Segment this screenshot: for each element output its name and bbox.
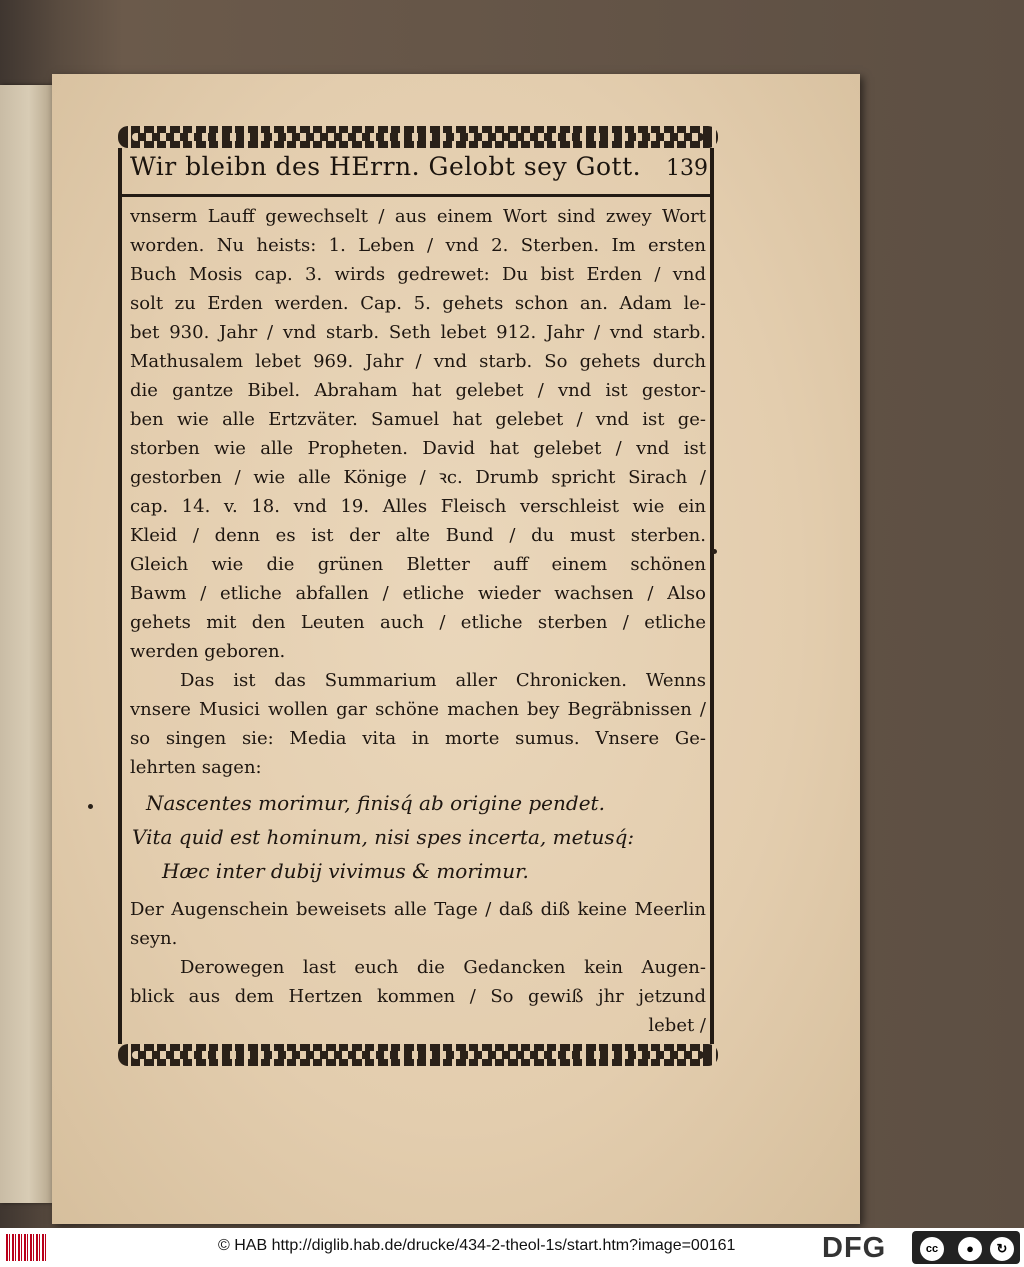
cc-icon: cc	[918, 1235, 946, 1263]
text-line: Das ist das Summarium aller Chronicken. Wenns	[180, 670, 706, 691]
left-frame-rule	[118, 148, 122, 1044]
text-line: Der Augenschein beweisets alle Tage / daß diß keine Meerlin	[130, 899, 706, 920]
top-ornament-border	[118, 126, 718, 148]
text-line: cap. 14. v. 18. vnd 19. Alles Fleisch verschleist wie ein	[130, 496, 706, 517]
text-line: vnsere Musici wollen gar schöne machen bey Begräbnissen /	[130, 699, 706, 720]
text-line: solt zu Erden werden. Cap. 5. gehets schon an. Adam le-	[130, 293, 706, 314]
cc-license-badge[interactable]	[912, 1231, 1020, 1264]
by-person-icon: ●	[956, 1235, 984, 1263]
ink-speck	[712, 549, 717, 554]
text-line: Gleich wie die grünen Bletter auff einem schönen	[130, 554, 706, 575]
text-line: Bawm / etliche abfallen / etliche wieder wachsen / Also	[130, 583, 706, 604]
sa-share-icon: ↻	[988, 1235, 1016, 1263]
book-page	[52, 74, 860, 1224]
text-line: vnserm Lauff gewechselt / aus einem Wort sind zwey Wort	[130, 206, 706, 227]
hab-logo-icon	[6, 1234, 48, 1261]
text-line: worden. Nu heists: 1. Leben / vnd 2. Sterben. Im ersten	[130, 235, 706, 256]
previous-page-edge	[0, 85, 52, 1203]
text-line: ben wie alle Ertzväter. Samuel hat gelebet / vnd ist ge-	[130, 409, 706, 430]
latin-verse-line: Nascentes morimur, finisq́ ab origine pendet.	[146, 791, 605, 815]
text-line: lehrten sagen:	[130, 757, 262, 778]
text-line: Kleid / denn es ist der alte Bund / du must sterben.	[130, 525, 706, 546]
ink-speck	[88, 804, 93, 809]
text-line: Mathusalem lebet 969. Jahr / vnd starb. So gehets durch	[130, 351, 706, 372]
catchword: lebet /	[648, 1015, 706, 1036]
text-line: gehets mit den Leuten auch / etliche sterben / etliche	[130, 612, 706, 633]
text-line: blick aus dem Hertzen kommen / So gewiß jhr jetzund	[130, 986, 706, 1007]
by-label: BY	[964, 1255, 974, 1262]
page-number: 139	[666, 156, 708, 181]
dfg-logo: DFG	[822, 1232, 887, 1264]
latin-verse-line: Hæc inter dubij vivimus & morimur.	[162, 859, 529, 883]
copyright-link[interactable]: © HAB http://diglib.hab.de/drucke/434-2-theol-1s/start.htm?image=00161	[218, 1237, 736, 1254]
viewer-footer	[0, 1228, 1024, 1267]
text-frame	[118, 126, 718, 1086]
text-line: werden geboren.	[130, 641, 286, 662]
text-line: storben wie alle Propheten. David hat gelebet / vnd ist	[130, 438, 706, 459]
sa-label: SA	[996, 1255, 1006, 1262]
text-line: Buch Mosis cap. 3. wirds gedrewet: Du bist Erden / vnd	[130, 264, 706, 285]
text-line: gestorben / wie alle Könige / ꝛc. Drumb spricht Sirach /	[130, 467, 706, 488]
text-line: so singen sie: Media vita in morte sumus. Vnsere Ge-	[130, 728, 706, 749]
text-line: die gantze Bibel. Abraham hat gelebet / vnd ist gestor-	[130, 380, 706, 401]
bottom-ornament-border	[118, 1044, 718, 1066]
text-line: Derowegen last euch die Gedancken kein Augen-	[180, 957, 706, 978]
latin-verse-line: Vita quid est hominum, nisi spes incerta, metusq́:	[132, 825, 635, 849]
right-frame-rule	[710, 148, 714, 1044]
text-line: bet 930. Jahr / vnd starb. Seth lebet 912. Jahr / vnd starb.	[130, 322, 706, 343]
running-head: Wir bleibn des HErrn. Gelobt sey Gott.	[130, 152, 642, 181]
text-line: seyn.	[130, 928, 178, 949]
header-rule	[118, 194, 714, 197]
